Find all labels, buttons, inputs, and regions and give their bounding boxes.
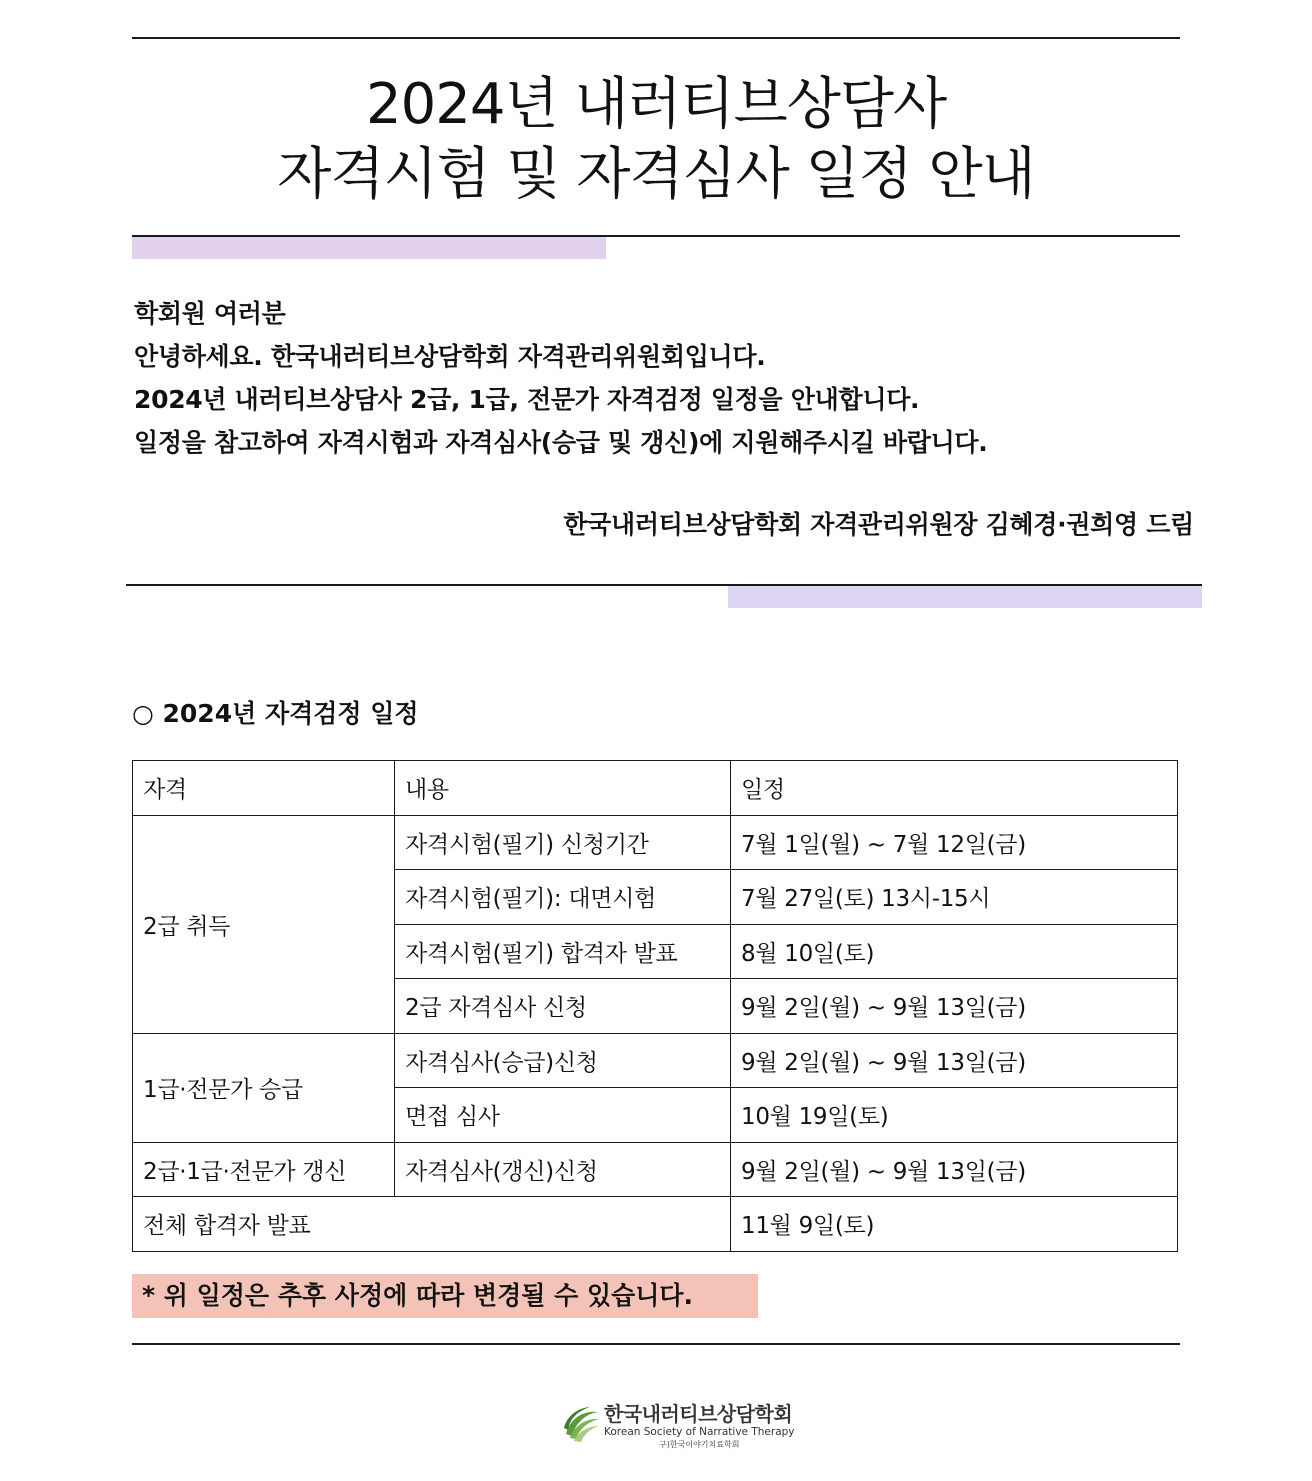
table-header-row bbox=[133, 761, 1178, 816]
table-row bbox=[133, 1033, 1178, 1088]
table-row-final bbox=[133, 1197, 1178, 1252]
schedule-cell: 8월 10일(토) bbox=[731, 924, 1178, 979]
logo-text bbox=[604, 1402, 795, 1450]
greeting-line: 학회원 여러분 bbox=[134, 299, 286, 328]
content-cell: 면접 심사 bbox=[395, 1088, 731, 1143]
header-qualification: 자격 bbox=[133, 761, 395, 816]
table-row bbox=[133, 815, 1178, 870]
schedule-table bbox=[132, 760, 1178, 1252]
title-line-2: 자격시험 및 자격심사 일정 안내 bbox=[277, 142, 1035, 207]
content-cell: 2급 자격심사 신청 bbox=[395, 979, 731, 1034]
greeting-line: 안녕하세요. 한국내러티브상담학회 자격관리위원회입니다. bbox=[134, 342, 766, 371]
qualification-cell: 1급·전문가 승급 bbox=[133, 1033, 395, 1142]
schedule-cell: 10월 19일(토) bbox=[731, 1088, 1178, 1143]
title-accent-band bbox=[132, 237, 606, 259]
top-rule bbox=[132, 37, 1180, 39]
final-schedule-cell: 11월 9일(토) bbox=[731, 1197, 1178, 1252]
greeting-accent-band bbox=[728, 586, 1202, 608]
content-cell: 자격심사(갱신)신청 bbox=[395, 1142, 731, 1197]
content-cell: 자격시험(필기) 합격자 발표 bbox=[395, 924, 731, 979]
schedule-cell: 7월 1일(월) ~ 7월 12일(금) bbox=[731, 815, 1178, 870]
section-heading: ○ 2024년 자격검정 일정 bbox=[132, 699, 419, 728]
signature: 한국내러티브상담학회 자격관리위원장 김혜경·권희영 드림 bbox=[563, 510, 1194, 539]
schedule-cell: 7월 27일(토) 13시-15시 bbox=[731, 870, 1178, 925]
logo-name: 한국내러티브상담학회 bbox=[604, 1402, 793, 1426]
leaf-swirl-icon bbox=[562, 1404, 602, 1444]
content-cell: 자격심사(승급)신청 bbox=[395, 1033, 731, 1088]
title-line-1: 2024년 내러티브상담사 bbox=[365, 72, 947, 137]
content-cell: 자격시험(필기): 대면시험 bbox=[395, 870, 731, 925]
table-row bbox=[133, 1142, 1178, 1197]
schedule-cell: 9월 2일(월) ~ 9월 13일(금) bbox=[731, 979, 1178, 1034]
greeting-message bbox=[134, 292, 1194, 464]
schedule-cell: 9월 2일(월) ~ 9월 13일(금) bbox=[731, 1033, 1178, 1088]
page-title bbox=[132, 70, 1180, 210]
logo-english-name: Korean Society of Narrative Therapy bbox=[604, 1426, 795, 1438]
final-label-cell: 전체 합격자 발표 bbox=[133, 1197, 731, 1252]
logo-former-name: 구)한국이야기치료학회 bbox=[659, 1440, 740, 1449]
greeting-line: 일정을 참고하여 자격시험과 자격심사(승급 및 갱신)에 지원해주시길 바랍니다. bbox=[134, 428, 988, 457]
notice-banner: * 위 일정은 추후 사정에 따라 변경될 수 있습니다. bbox=[132, 1274, 758, 1318]
content-cell: 자격시험(필기) 신청기간 bbox=[395, 815, 731, 870]
qualification-cell: 2급·1급·전문가 갱신 bbox=[133, 1142, 395, 1197]
society-logo bbox=[562, 1402, 812, 1458]
header-content: 내용 bbox=[395, 761, 731, 816]
header-schedule: 일정 bbox=[731, 761, 1178, 816]
schedule-cell: 9월 2일(월) ~ 9월 13일(금) bbox=[731, 1142, 1178, 1197]
footer-rule bbox=[132, 1343, 1180, 1345]
qualification-cell: 2급 취득 bbox=[133, 815, 395, 1033]
greeting-line: 2024년 내러티브상담사 2급, 1급, 전문가 자격검정 일정을 안내합니다. bbox=[134, 385, 920, 414]
